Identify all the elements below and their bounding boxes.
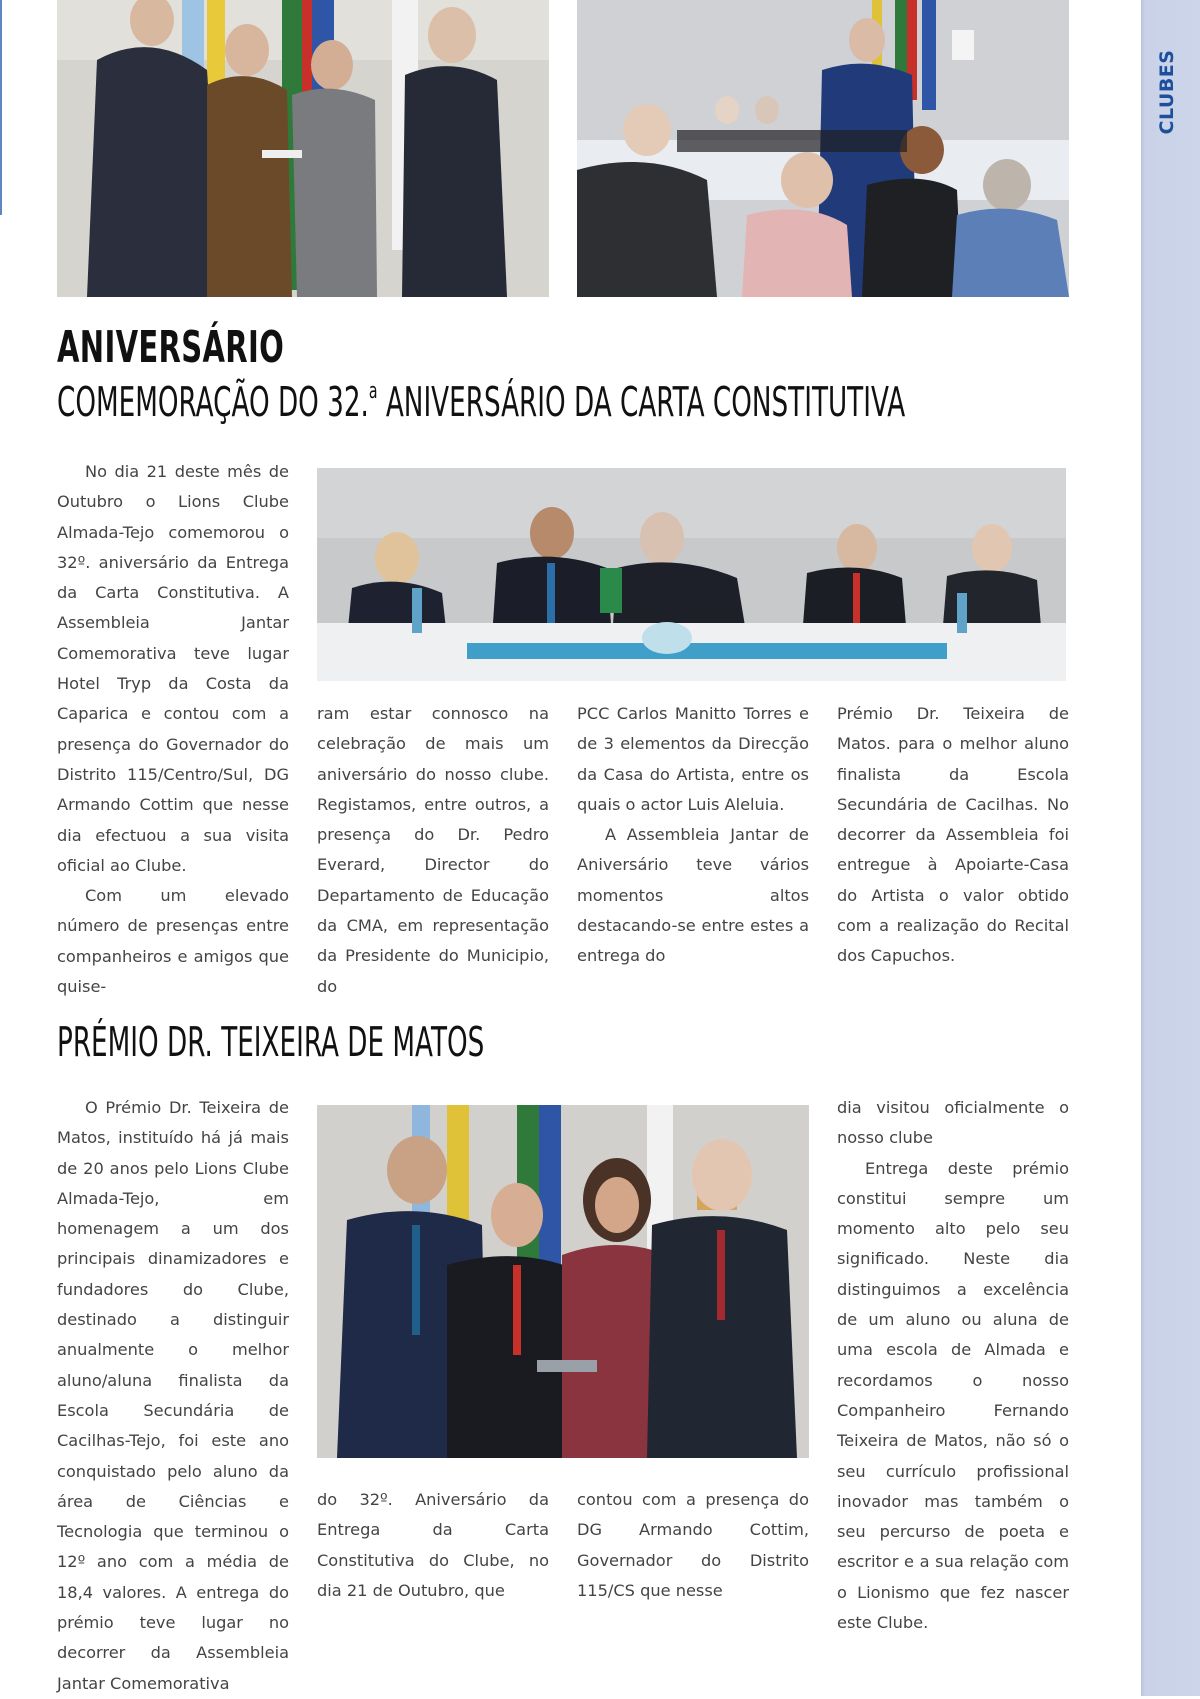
article2-col4-paragraph-1: dia visitou oficialmente o nosso clube	[837, 1098, 1069, 1148]
article2-col1-paragraph-1: O Prémio Dr. Teixeira de Matos, instituído há já mais de 20 anos pelo Lions Clube Almada-Tejo, em homenagem a um dos principais dinamizadores e fundadores do Clube, destinado a distinguir anualmente o melhor aluno/aluna finalista da Escola Secundária de Cacilhas-Tejo, foi este ano conquistado pelo aluno da área de Ciências e Tecnologia que terminou o 12º ano com a média de 18,4 valores. A entrega do prémio teve lugar no decorrer da Assembleia Jantar Comemorativa	[57, 1098, 289, 1693]
photo-award-handover	[57, 0, 549, 297]
article2-column-4	[837, 1093, 1069, 1638]
section-label: CLUBES	[1156, 49, 1178, 135]
article1-kicker: ANIVERSÁRIO	[57, 322, 285, 373]
article1-title-sup: a	[368, 379, 378, 404]
article2-title: PRÉMIO DR. TEIXEIRA DE MATOS	[57, 1018, 485, 1066]
article1-title-tail: ANIVERSÁRIO DA CARTA CONSTITUTIVA	[377, 378, 906, 426]
section-sidebar	[1141, 0, 1200, 1696]
article2-column-1	[57, 1093, 289, 1699]
article1-title	[57, 378, 905, 426]
article2-col2-paragraph-1: do 32º. Aniversário da Entrega da Carta Constitutiva do Clube, no dia 21 de Outubro, que	[317, 1490, 549, 1600]
article1-col2-paragraph-1: ram estar connosco na celebração de mais um aniversário do nosso clube. Registamos, entre outros, a presença do Dr. Pedro Everard, Director do Departamento de Educação da CMA, em representação da Presidente do Municipio, do	[317, 704, 549, 996]
article2-col4-paragraph-2: Entrega deste prémio constitui sempre um momento alto pelo seu significado. Neste dia distinguimos a excelência de um aluno ou aluna de uma escola de Almada e recordamos o nosso Companheiro Fernando Teixeira de Matos, não só o seu currículo profissional inovador mas também o seu percurso de poeta e escritor e a sua relação com o Lionismo que fez nascer este Clube.	[837, 1158, 1069, 1633]
article1-col1-paragraph-1: No dia 21 deste mês de Outubro o Lions Clube Almada-Tejo comemorou o 32º. aniversário da Entrega da Carta Constitutiva. A Assembleia Jantar Comemorativa teve lugar Hotel Tryp da Costa da Caparica e contou com a presença do Governador do Distrito 115/Centro/Sul, DG Armando Cottim que nesse dia efectuou a sua visita oficial ao Clube.	[57, 462, 289, 875]
article2-column-2	[317, 1485, 549, 1606]
article1-col3-paragraph-1: PCC Carlos Manitto Torres e de 3 elementos da Direcção da Casa do Artista, entre os quais o actor Luis Aleluia.	[577, 704, 809, 814]
article2-column-3	[577, 1485, 809, 1606]
article1-col3-paragraph-2: A Assembleia Jantar de Aniversário teve vários momentos altos destacando-se entre estes a entrega do	[577, 825, 809, 966]
article2-col3-paragraph-1: contou com a presença do DG Armando Cottim, Governador do Distrito 115/CS que nesse	[577, 1490, 809, 1600]
article1-column-2	[317, 699, 549, 1002]
photo-dinner-guests	[577, 0, 1069, 297]
photo-prize-winner	[317, 1105, 809, 1458]
article1-col4-paragraph-1: Prémio Dr. Teixeira de Matos. para o melhor aluno finalista da Escola Secundária de Cacilhas. No decorrer da Assembleia foi entregue à Apoiarte-Casa do Artista o valor obtido com a realização do Recital dos Capuchos.	[837, 704, 1069, 966]
article1-column-1	[57, 457, 289, 1002]
article1-column-4	[837, 699, 1069, 972]
photo-head-table	[317, 468, 1066, 681]
article1-title-main: COMEMORAÇÃO DO 32.	[57, 378, 369, 426]
article1-column-3	[577, 699, 809, 972]
page-edge-line	[0, 0, 2, 215]
article1-col1-paragraph-2: Com um elevado número de presenças entre companheiros e amigos que quise-	[57, 886, 289, 997]
